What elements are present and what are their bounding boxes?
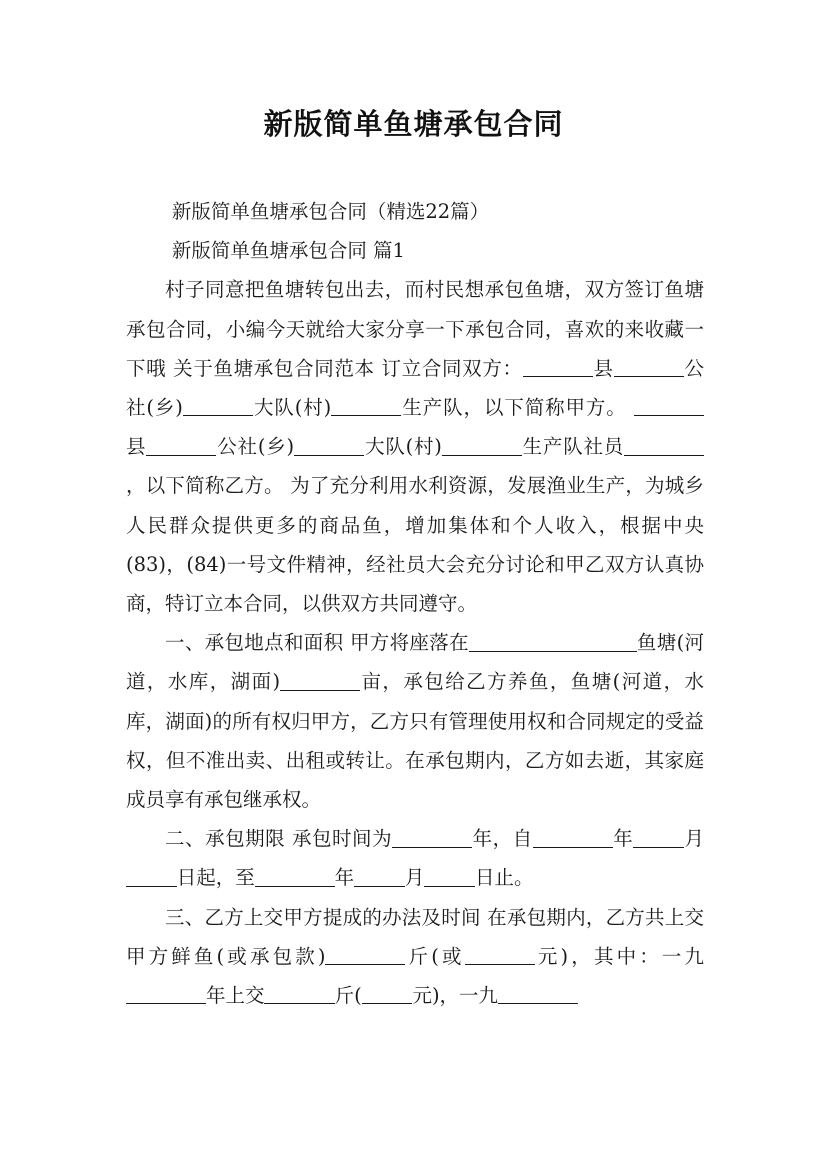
location-text-1: 一、承包地点和面积 甲方将座落在: [165, 631, 469, 655]
blank-location: [469, 630, 637, 651]
term-text-5: 日起，至: [176, 866, 255, 890]
paragraph-location-area: [126, 623, 704, 819]
term-text-8: 日止。: [475, 866, 534, 890]
blank-year-2: [498, 983, 578, 1004]
section-heading: 新版简单鱼塘承包合同 篇1: [171, 239, 405, 263]
intro-text-8: 大队(村): [364, 435, 442, 459]
term-text-3: 年: [612, 827, 634, 851]
payment-text-1: 三、乙方上交甲方提成的办法及时间 在承包期内，乙方共上交甲方鲜鱼(或承包款): [126, 905, 704, 968]
intro-text-3: 公社(乡): [126, 356, 704, 420]
blank-commune-b: [146, 434, 216, 455]
term-text-7: 月: [404, 866, 425, 890]
term-text-4: 月: [683, 827, 704, 851]
intro-text-7: 公社(乡): [216, 435, 295, 459]
intro-text-10: ，以下简称乙方。 为了充分利用水利资源，发展渔业生产，为城乡人民群众提供更多的商品鱼，增加集体和个人收入，根据中央(83)，(84)一号文件精神，经社员大会充分讨论和甲乙双方认真协商，特订立本合同，以供双方共同遵守。: [126, 474, 704, 616]
blank-commune-a: [614, 356, 684, 377]
blank-county-a: [523, 356, 593, 377]
blank-brigade-a: [183, 395, 253, 416]
intro-text-9: 生产队社员: [521, 435, 625, 459]
paragraph-payment: [126, 898, 704, 1016]
document-body: [126, 192, 704, 1015]
blank-start-year: [533, 826, 613, 847]
blank-team-b: [442, 434, 522, 455]
payment-text-2: 斤(或: [405, 944, 465, 968]
intro-text-4: 大队(村): [253, 396, 332, 420]
blank-year-1: [126, 983, 206, 1004]
blank-fish-1: [264, 983, 334, 1004]
blank-brigade-b: [294, 434, 364, 455]
document-subtitle: 新版简单鱼塘承包合同（精选22篇）: [171, 200, 490, 223]
term-text-1: 二、承包期限 承包时间为: [165, 827, 393, 851]
intro-text-1: 村子同意把鱼塘转包出去，而村民想承包鱼塘，双方签订鱼塘承包合同，小编今天就给大家分享一下承包合同，喜欢的来收藏一下哦 关于鱼塘承包合同范本 订立合同双方：: [126, 278, 704, 380]
payment-text-5: 斤(: [334, 984, 362, 1008]
location-text-2: 鱼塘(河道，水库，湖面): [126, 631, 705, 694]
term-text-2: 年，自: [472, 827, 533, 851]
blank-money-1: [362, 983, 413, 1004]
blank-start-day: [126, 865, 177, 886]
intro-text-2: 县: [592, 356, 614, 380]
intro-text-5: 生产队，以下简称甲方。: [401, 396, 627, 420]
blank-area: [280, 669, 360, 690]
blank-end-year: [255, 865, 335, 886]
blank-term-years: [392, 826, 472, 847]
document-title: 新版简单鱼塘承包合同: [263, 107, 564, 141]
location-text-3: 亩，承包给乙方养鱼，鱼塘(河道，水库，湖面)的所有权归甲方，乙方只有管理使用权和合同规定的受益权，但不准出卖、出租或转让。在承包期内，乙方如去逝，其家庭成员享有承包继承权。: [126, 670, 704, 812]
blank-start-month: [633, 826, 684, 847]
paragraph-intro: [126, 270, 704, 623]
blank-end-day: [424, 865, 475, 886]
term-text-6: 年: [334, 866, 355, 890]
blank-end-month: [354, 865, 405, 886]
payment-text-4: 年上交: [205, 984, 265, 1008]
blank-total-fish: [325, 944, 405, 965]
paragraph-term: [126, 819, 704, 897]
blank-county-b: [634, 395, 704, 416]
blank-team-a: [331, 395, 401, 416]
blank-member-name: [624, 434, 704, 455]
intro-text-6: 县: [126, 435, 147, 459]
blank-total-money: [465, 944, 535, 965]
payment-text-6: 元)，一九: [412, 984, 499, 1008]
payment-text-3: 元)，其中：一九: [534, 944, 705, 968]
